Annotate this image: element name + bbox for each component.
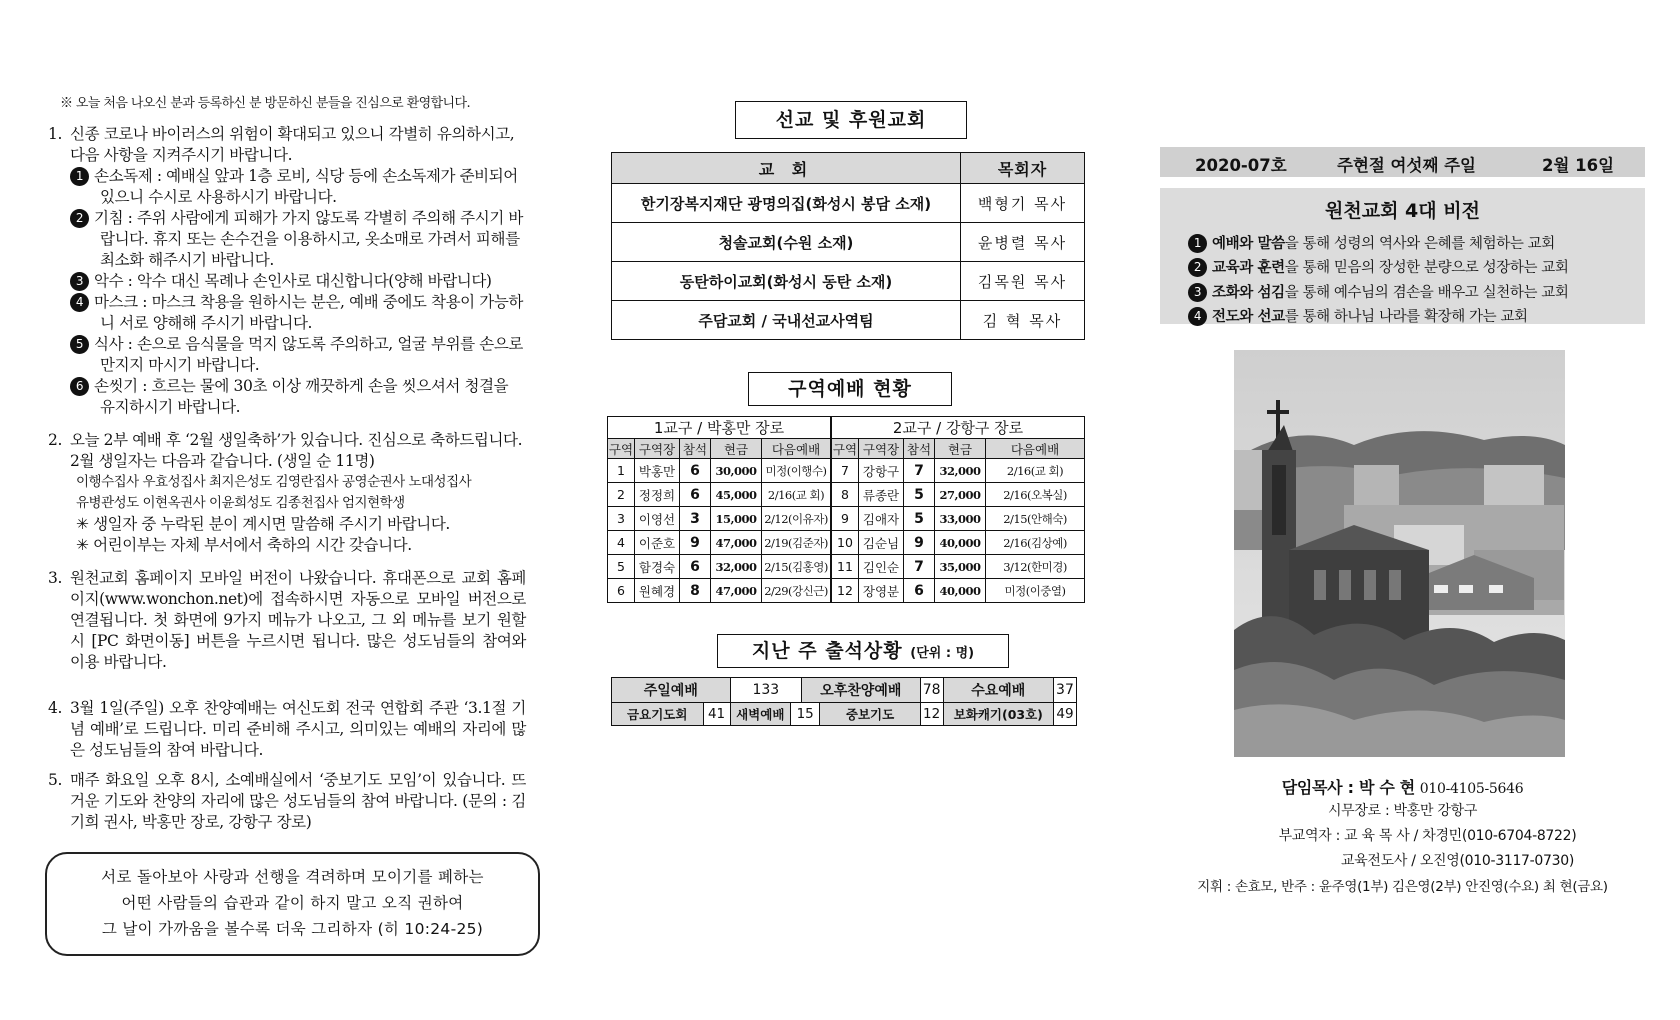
announcement-number: 4.	[48, 699, 62, 717]
table-row: 청솔교회(수원 소재) 윤병렬 목사	[612, 223, 1085, 262]
number-5-icon: 5	[70, 335, 89, 354]
number-6-icon: 6	[70, 377, 89, 396]
table-row: 한기장복지재단 광명의집(화성시 봉담 소재) 백형기 목사	[612, 184, 1085, 223]
column-header: 목회자	[961, 153, 1085, 184]
announcement-text: 신종 코로나 바이러스의 위험이 확대되고 있으니 각별히 유의하시고, 다음 사항을 지켜주시기 바랍니다.	[70, 125, 515, 164]
list-item: 5 식사 : 손으로 음식물을 먹지 않도록 주의하고, 얼굴 부위를 손으로 만지지 마시기 바랍니다.	[70, 334, 526, 376]
table-row: 동탄하이교회(화성시 동탄 소재) 김목원 목사	[612, 262, 1085, 301]
bible-verse-box	[45, 852, 540, 956]
attendance-table	[611, 677, 1077, 726]
announcement-number: 1.	[48, 125, 62, 143]
list-item: 3 악수 : 악수 대신 목례나 손인사로 대신합니다(양해 바랍니다)	[70, 271, 526, 292]
number-3-icon: 3	[1188, 283, 1207, 302]
group-header: 1교구 / 박홍만 장로	[608, 417, 832, 439]
number-2-icon: 2	[1188, 258, 1207, 277]
table-row: 5 함경숙 6 32,000 2/15(김홍영) 11 김인순 7 35,000 3/12(한미경)	[608, 555, 1085, 579]
liturgical-week: 주현절 여섯째 주일	[1337, 156, 1477, 175]
attendance-title: 지난 주 출석상황 (단위 : 명)	[717, 634, 1009, 668]
announcement-3	[48, 568, 526, 673]
birthday-note-1: ✳ 생일자 중 누락된 분이 계시면 말씀해 주시기 바랍니다.	[76, 515, 450, 533]
number-2-icon: 2	[70, 209, 89, 228]
choir-staff: 지휘 : 손효모, 반주 : 윤주영(1부) 김은영(2부) 안진영(수요) 최 현(금요)	[1197, 879, 1608, 895]
verse-line: 서로 돌아보아 사랑과 선행을 격려하며 모이기를 폐하는	[101, 868, 484, 886]
vision-box	[1160, 188, 1645, 324]
announcement-4	[48, 698, 526, 761]
table-row: 주담교회 / 국내선교사역팀 김 혁 목사	[612, 301, 1085, 340]
church-photo	[1234, 350, 1565, 757]
table-row: 6 원혜경 8 47,000 2/29(강신근) 12 장영분 6 40,000 미정(이중열)	[608, 579, 1085, 603]
table-row: 2 정정희 6 45,000 2/16(교 회) 8 류종란 5 27,000 2/16(오복실)	[608, 483, 1085, 507]
issue-number: 2020-07호	[1195, 156, 1287, 175]
district-table: 1교구 / 박홍만 장로 2교구 / 강항구 장로 구역 구역장 참석 현금 다음예배 구역 구역장 참석 현금 다음예배 1 박홍만 6 30,000 미정(이행수) 7 강항구 7 32,000 2/16(교 회) 2 정정희 6 45,000 2/16(교 회) 8 류종란 5 27,000 2/16(오복실) 3 이영선 3 15,000 2/12(이유자) 9 김애자 5 33,000 2/15(안해숙) 4 이준호 9 47,000 2/19(김준자) 10 김순님 9 40,000 2/16(김상예) 5 함경숙 6 32,000 2/15(김홍영) 11 김인순 7 35,000 3/12(한미경) 6 원혜경 8 47,000 2/29(강신근) 12 장영분 6 40,000 미정(이중열)	[607, 416, 1085, 603]
table-row: 주일예배 133 오후찬양예배 78 수요예배 37	[612, 678, 1077, 703]
list-item: 6 손씻기 : 흐르는 물에 30초 이상 깨끗하게 손을 씻으셔서 청결을 유지하시기 바랍니다.	[70, 376, 526, 418]
table-row: 1 박홍만 6 30,000 미정(이행수) 7 강항구 7 32,000 2/16(교 회)	[608, 459, 1085, 483]
announcement-number: 3.	[48, 569, 62, 587]
table-row: 금요기도회 41 새벽예배 15 중보기도 12 보화캐기(03호) 49	[612, 703, 1077, 726]
announcement-text: 3월 1일(주일) 오후 찬양예배는 여신도회 전국 연합회 주관 ‘3.1절 기념 예배’로 드립니다. 미리 준비해 주시고, 의미있는 예배의 자리에 많은 성도님들의 참여 바랍니다.	[70, 699, 526, 759]
associate-pastor: 부교역자 : 교 육 목 사 / 차경민(010-6704-8722)	[1278, 828, 1577, 844]
birthday-names-1: 이행수집사 우효성집사 최지은성도 김영란집사 공영순권사 노대성집사	[76, 474, 472, 490]
number-1-icon: 1	[70, 167, 89, 186]
vision-item: 1 예배와 말씀을 통해 성령의 역사와 은혜를 체험하는 교회	[1188, 232, 1555, 253]
education-evangelist: 교육전도사 / 오진영(010-3117-0730)	[1340, 853, 1575, 869]
announcement-2	[48, 430, 526, 556]
elders: 시무장로 : 박홍만 강항구	[1327, 803, 1478, 819]
announcement-text: 오늘 2부 예배 후 ‘2월 생일축하’가 있습니다. 진심으로 축하드립니다. 2월 생일자는 다음과 같습니다. (생일 순 11명)	[70, 431, 523, 470]
verse-line: 그 날이 가까움을 볼수록 더욱 그리하자 (히 10:24-25)	[101, 920, 484, 938]
list-item: 1 손소독제 : 예배실 앞과 1층 로비, 식당 등에 손소독제가 준비되어 있으니 수시로 사용하시기 바랍니다.	[70, 166, 526, 208]
district-title: 구역예배 현황	[748, 372, 952, 406]
vision-title: 원천교회 4대 비전	[1325, 200, 1480, 222]
number-4-icon: 4	[1188, 307, 1207, 326]
birthday-note-2: ✳ 어린이부는 자체 부서에서 축하의 시간 갖습니다.	[76, 536, 412, 554]
senior-pastor: 담임목사 : 박 수 현 010-4105-5646	[1281, 778, 1524, 797]
bulletin-header-bar	[1160, 147, 1645, 177]
attendance-unit: (단위 : 명)	[910, 646, 975, 661]
column-header: 교 회	[612, 153, 961, 184]
table-row: 3 이영선 3 15,000 2/12(이유자) 9 김애자 5 33,000 2/15(안해숙)	[608, 507, 1085, 531]
number-4-icon: 4	[70, 293, 89, 312]
birthday-names-2: 유병관성도 이현옥권사 이윤희성도 김종천집사 엄지현학생	[76, 495, 405, 511]
table-row: 4 이준호 9 47,000 2/19(김준자) 10 김순님 9 40,000 2/16(김상예)	[608, 531, 1085, 555]
mission-title: 선교 및 후원교회	[735, 101, 967, 139]
list-item: 4 마스크 : 마스크 착용을 원하시는 분은, 예배 중에도 착용이 가능하니 서로 양해해 주시기 바랍니다.	[70, 292, 526, 334]
announcement-number: 2.	[48, 431, 62, 449]
number-3-icon: 3	[70, 272, 89, 291]
number-1-icon: 1	[1188, 234, 1207, 253]
group-header: 2교구 / 강항구 장로	[831, 417, 1085, 439]
announcement-text: 원천교회 홈페이지 모바일 버전이 나왔습니다. 휴대폰으로 교회 홈페이지(www.wonchon.net)에 접속하시면 자동으로 모바일 버전으로 연결됩니다. 첫 화면에 9가지 메뉴가 나오고, 그 외 메뉴를 보기 원할 시 [PC 화면이동] 버튼을 누르시면 됩니다. 많은 성도님들의 참여와 이용 바랍니다.	[70, 569, 526, 671]
announcement-5	[48, 770, 526, 833]
bulletin-date: 2월 16일	[1542, 156, 1615, 175]
announcement-1	[48, 124, 526, 418]
vision-item: 4 전도와 선교를 통해 하나님 나라를 확장해 가는 교회	[1188, 305, 1528, 326]
list-item: 2 기침 : 주위 사람에게 피해가 가지 않도록 각별히 주의해 주시기 바랍니다. 휴지 또는 손수건을 이용하시고, 옷소매로 가려서 피해를 최소화 해주시기 바랍니다.	[70, 208, 526, 271]
vision-item: 2 교육과 훈련을 통해 믿음의 장성한 분량으로 성장하는 교회	[1188, 256, 1568, 277]
announcement-text: 매주 화요일 오후 8시, 소예배실에서 ‘중보기도 모임’이 있습니다. 뜨거운 기도와 찬양의 자리에 많은 성도님들의 참여 바랍니다. (문의 : 김기희 권사, 박홍만 장로, 강항구 장로)	[70, 771, 526, 831]
welcome-message: ※ 오늘 처음 나오신 분과 등록하신 분 방문하신 분들을 진심으로 환영합니다.	[60, 96, 470, 111]
announcement-number: 5.	[48, 771, 62, 789]
vision-item: 3 조화와 섬김을 통해 예수님의 겸손을 배우고 실천하는 교회	[1188, 281, 1568, 302]
verse-line: 어떤 사람들의 습관과 같이 하지 말고 오직 권하여	[121, 894, 464, 912]
mission-table	[611, 152, 1085, 340]
